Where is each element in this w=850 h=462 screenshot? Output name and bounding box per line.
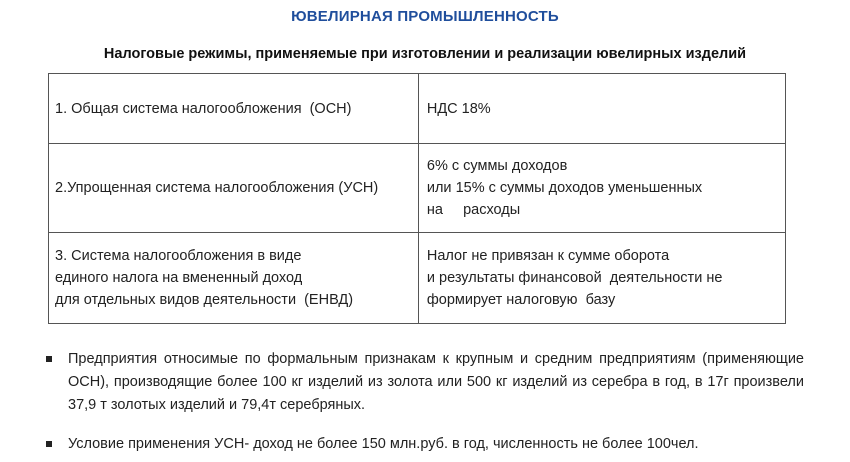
bullet-text: Предприятия относимые по формальным признакам к крупным и средним предприятиям (применяющие ОСН), производящие более 100 кг изделий из золота или 500 кг изделий из серебра в год, в 17г произвели 37,9 т золотых изделий и 79,4т серебряных. — [68, 351, 804, 413]
regime-value-line: на расходы — [426, 202, 521, 218]
regime-value-cell — [418, 74, 785, 144]
regime-value-line: 6% с суммы доходов — [426, 158, 568, 174]
regime-value-line: или 15% с суммы доходов уменьшенных — [426, 180, 703, 196]
regime-name-line: 3. Система налогообложения в виде — [55, 248, 302, 264]
regime-name-cell — [49, 144, 419, 233]
regime-value-line: Налог не привязан к сумме оборота — [426, 248, 670, 264]
regime-name-line: 2.Упрощенная система налогообложения (УСН) — [55, 180, 379, 196]
regime-name-cell — [49, 74, 419, 144]
list-item — [44, 433, 804, 456]
bullet-list — [44, 348, 804, 456]
page-subtitle: Налоговые режимы, применяемые при изготовлении и реализации ювелирных изделий — [103, 46, 747, 62]
table-row — [49, 144, 786, 233]
square-bullet-icon — [46, 441, 52, 447]
square-bullet-icon — [46, 356, 52, 362]
table-row — [49, 233, 786, 324]
regime-value-line: и результаты финансовой деятельности не — [426, 270, 723, 286]
regime-value-cell — [418, 233, 785, 324]
regime-name-line: для отдельных видов деятельности (ЕНВД) — [55, 292, 354, 308]
regime-value-cell — [418, 144, 785, 233]
regime-name-line: единого налога на вмененный доход — [55, 270, 303, 286]
table-row — [49, 74, 786, 144]
regime-name-cell — [49, 233, 419, 324]
regime-value-line: формирует налоговую базу — [426, 292, 616, 308]
list-item — [44, 348, 804, 417]
regime-value-line: НДС 18% — [426, 100, 491, 117]
page-title: ЮВЕЛИРНАЯ ПРОМЫШЛЕННОСТЬ — [291, 8, 559, 25]
regime-name-line: 1. Общая система налогообложения (ОСН) — [55, 100, 352, 117]
tax-regimes-table — [48, 73, 786, 324]
bullet-text: Условие применения УСН- доход не более 150 млн.руб. в год, численность не более 100чел. — [68, 436, 699, 452]
